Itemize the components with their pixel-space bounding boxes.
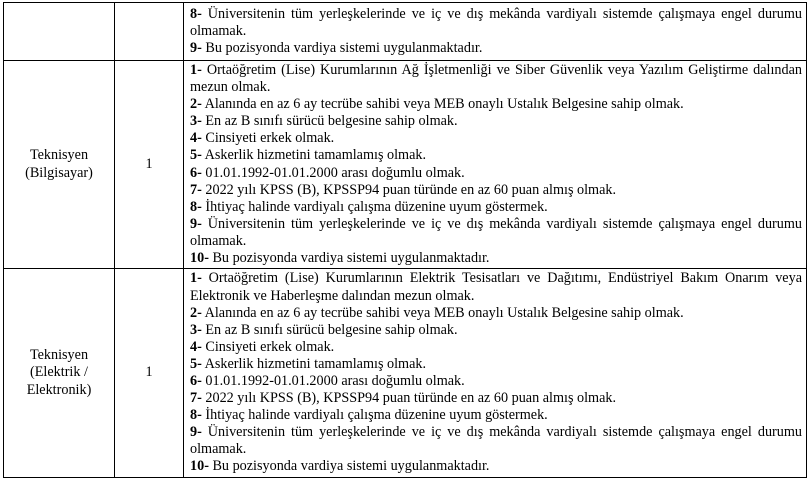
requirements-cell bbox=[184, 3, 807, 61]
requirement-item bbox=[190, 407, 802, 424]
requirement-text: Üniversitenin tüm yerleşkelerinde ve iç ve dış mekânda vardiyalı sistemde çalışmaya engel durumu olmamak. bbox=[190, 424, 802, 458]
requirement-number: 5- bbox=[190, 147, 202, 164]
requirement-text: Cinsiyeti erkek olmak. bbox=[201, 338, 335, 355]
requirement-number: 8- bbox=[190, 198, 202, 215]
requirement-text: 2022 yılı KPSS (B), KPSSP94 puan türünde en az 60 puan almış olmak. bbox=[201, 390, 617, 407]
requirement-number: 9- bbox=[190, 424, 202, 441]
requirement-item bbox=[190, 458, 802, 475]
requirements-cell bbox=[184, 61, 807, 269]
table-row bbox=[4, 269, 807, 478]
requirement-item bbox=[190, 113, 802, 130]
requirement-text: Bu pozisyonda vardiya sistemi uygulanmaktadır. bbox=[208, 458, 490, 475]
requirement-text: En az B sınıfı sürücü belgesine sahip olmak. bbox=[201, 113, 458, 130]
requirement-item bbox=[190, 339, 802, 356]
requirement-item bbox=[190, 305, 802, 322]
requirement-item bbox=[190, 356, 802, 373]
requirement-text: Askerlik hizmetini tamamlamış olmak. bbox=[201, 355, 427, 372]
requirement-text: 2022 yılı KPSS (B), KPSSP94 puan türünde en az 60 puan almış olmak. bbox=[201, 181, 617, 198]
requirement-text: 01.01.1992-01.01.2000 arası doğumlu olmak. bbox=[201, 373, 465, 389]
requirement-number: 3- bbox=[190, 321, 202, 338]
requirement-number: 9- bbox=[190, 40, 202, 57]
requirement-text: Ortaöğretim (Lise) Kurumlarının Ağ İşletmenliği ve Siber Güvenlik veya Yazılım Geliştirme dalından mezun olmak. bbox=[190, 61, 802, 96]
requirement-number: 1- bbox=[190, 61, 202, 78]
requirement-item bbox=[190, 322, 802, 339]
requirements-cell bbox=[184, 269, 807, 478]
requirement-text: Üniversitenin tüm yerleşkelerinde ve iç ve dış mekânda vardiyalı sistemde çalışmaya engel durumu olmamak. bbox=[190, 5, 802, 39]
position-title-cell: Teknisyen (Elektrik / Elektronik) bbox=[4, 269, 115, 478]
requirement-number: 5- bbox=[190, 355, 202, 372]
requirement-text: 01.01.1992-01.01.2000 arası doğumlu olmak. bbox=[201, 164, 465, 181]
requirement-item bbox=[190, 147, 802, 164]
requirement-number: 10- bbox=[190, 458, 209, 475]
requirement-number: 3- bbox=[190, 113, 202, 130]
requirement-item bbox=[190, 216, 802, 250]
requirement-text: Alanında en az 6 ay tecrübe sahibi veya MEB onaylı Ustalık Belgesine sahip olmak. bbox=[201, 304, 684, 321]
positions-table bbox=[3, 2, 807, 478]
requirement-text: Bu pozisyonda vardiya sistemi uygulanmaktadır. bbox=[201, 40, 483, 57]
requirement-text: Ortaöğretim (Lise) Kurumlarının Elektrik Tesisatları ve Dağıtımı, Endüstriyel Bakım Onarım veya Elektronik ve Haberleşme dalından mezun olmak. bbox=[190, 270, 802, 304]
requirement-number: 6- bbox=[190, 373, 202, 389]
requirement-item bbox=[190, 199, 802, 216]
position-title-cell bbox=[4, 3, 115, 61]
requirement-number: 1- bbox=[190, 270, 202, 287]
requirement-text: En az B sınıfı sürücü belgesine sahip olmak. bbox=[201, 321, 458, 338]
requirement-number: 6- bbox=[190, 164, 202, 181]
requirement-number: 7- bbox=[190, 181, 202, 198]
requirement-number: 8- bbox=[190, 5, 202, 22]
requirement-number: 10- bbox=[190, 249, 209, 266]
requirement-item bbox=[190, 373, 802, 390]
requirement-number: 8- bbox=[190, 407, 202, 424]
position-count-cell bbox=[115, 3, 184, 61]
requirement-text: İhtiyaç halinde vardiyalı çalışma düzenine uyum göstermek. bbox=[201, 198, 548, 215]
requirement-number: 9- bbox=[190, 215, 202, 232]
position-title-cell: Teknisyen (Bilgisayar) bbox=[4, 61, 115, 269]
requirement-text: İhtiyaç halinde vardiyalı çalışma düzenine uyum göstermek. bbox=[201, 407, 548, 424]
requirement-number: 7- bbox=[190, 390, 202, 407]
requirement-item bbox=[190, 390, 802, 407]
requirement-item bbox=[190, 6, 802, 40]
position-count-cell: 1 bbox=[115, 269, 184, 478]
requirement-number: 4- bbox=[190, 338, 202, 355]
table-row bbox=[4, 61, 807, 269]
requirement-item bbox=[190, 250, 802, 267]
requirement-item bbox=[190, 130, 802, 147]
requirement-text: Alanında en az 6 ay tecrübe sahibi veya MEB onaylı Ustalık Belgesine sahip olmak. bbox=[201, 96, 684, 113]
requirement-number: 2- bbox=[190, 304, 202, 321]
requirement-item bbox=[190, 96, 802, 113]
table-row bbox=[4, 3, 807, 61]
requirement-text: Üniversitenin tüm yerleşkelerinde ve iç ve dış mekânda vardiyalı sistemde çalışmaya engel durumu olmamak. bbox=[190, 215, 802, 249]
requirement-item bbox=[190, 62, 802, 96]
requirement-number: 2- bbox=[190, 96, 202, 113]
position-count-cell: 1 bbox=[115, 61, 184, 269]
requirement-text: Bu pozisyonda vardiya sistemi uygulanmaktadır. bbox=[208, 249, 490, 266]
requirement-text: Cinsiyeti erkek olmak. bbox=[201, 130, 335, 147]
requirement-item bbox=[190, 165, 802, 182]
requirement-item bbox=[190, 424, 802, 458]
requirement-item bbox=[190, 182, 802, 199]
requirement-item bbox=[190, 40, 802, 57]
requirement-number: 4- bbox=[190, 130, 202, 147]
requirement-item bbox=[190, 270, 802, 304]
requirement-text: Askerlik hizmetini tamamlamış olmak. bbox=[201, 147, 427, 164]
